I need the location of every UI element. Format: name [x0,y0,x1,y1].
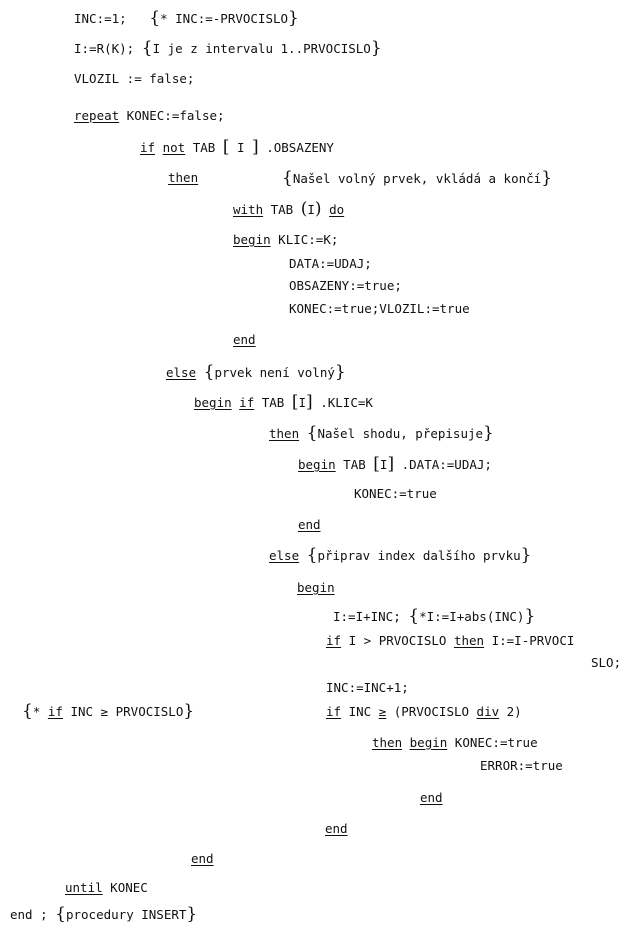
bracket-open: ( [300,199,308,219]
code-text: I [236,140,245,155]
code-text: .KLIC=K [312,395,373,410]
code-line-2 [74,40,382,57]
code-text: I > PRVOCISLO [341,633,454,648]
keyword-begin: begin [297,580,335,595]
code-text: TAB [254,395,292,410]
code-line-11 [289,301,470,317]
operator-ge: ≥ [378,704,387,719]
keyword-until: until [65,880,103,895]
bracket-open: [ [222,137,230,157]
code-text: KONEC:=true [354,486,437,501]
code-text: INC:=INC+1; [326,680,409,695]
code-text: I [307,202,315,217]
code-text: INC [341,704,379,719]
keyword-begin: begin [233,232,271,247]
brace-open: { [306,545,318,565]
code-line-20 [297,580,335,596]
code-line-12 [233,332,256,348]
code-text: SLO; [591,655,622,670]
code-line-13 [166,364,346,381]
keyword-div: div [476,704,500,719]
bracket-open: [ [291,392,299,412]
comment-text: INC ≥ PRVOCISLO [62,704,184,719]
code-text: KONEC:=false; [119,108,225,123]
keyword-do: do [329,202,345,217]
side-comment [22,703,194,720]
code-line-22 [326,633,574,649]
code-text: I [298,395,307,410]
bracket-close: ] [252,137,259,157]
brace-open: { [22,701,33,721]
brace-close: } [186,904,198,924]
code-line-4 [74,108,225,124]
code-comment-6 [282,170,552,187]
code-line-1 [74,10,299,27]
brace-open: { [203,362,215,382]
code-line-27 [420,790,443,806]
keyword-if: if [140,140,156,155]
code-line-29 [191,851,214,867]
code-line-10 [289,278,402,294]
code-line-23 [326,680,409,696]
code-line-30 [65,880,148,896]
code-text: ERROR:=true [480,758,563,773]
keyword-then: then [372,735,403,750]
keyword-repeat: repeat [74,108,120,123]
comment-text: Našel volný prvek, vkládá a končí [292,171,542,186]
brace-open: { [55,904,66,924]
code-line-26 [480,758,563,774]
keyword-with: with [233,202,264,217]
keyword-if: if [239,395,255,410]
code-text: (PRVOCISLO [386,704,477,719]
bracket-open: [ [373,454,380,474]
code-line-24 [326,704,522,720]
code-text: I:=I-PRVOCI [484,633,575,648]
brace-close: } [520,545,532,565]
code-text: KONEC:=true;VLOZIL:=true [289,301,470,316]
code-line-22-cont [591,655,621,671]
comment-text: *I:=I+abs(INC) [419,609,525,624]
keyword-end: end [233,332,256,347]
keyword-not: not [162,140,186,155]
code-text: KONEC [102,880,148,895]
brace-open: { [306,423,318,443]
bracket-close: ] [387,454,395,474]
brace-close: } [370,38,382,58]
code-text: KONEC:=true [447,735,538,750]
code-line-8 [233,232,338,248]
keyword-end: end [420,790,443,805]
code-text: DATA:=UDAJ; [289,256,372,271]
brace-open: { [141,38,153,58]
code-line-31 [10,906,197,923]
code-text: I:=I+INC; [333,609,401,624]
brace-close: } [483,423,494,443]
code-text: I:=R(K); [74,41,135,56]
code-text: TAB [335,457,374,472]
brace-open: { [408,606,420,626]
code-line-18 [298,517,321,533]
code-text: TAB [185,140,223,155]
code-line-15 [269,425,494,442]
comment-text: * INC:=-PRVOCISLO [160,11,289,26]
code-line-7 [233,201,344,218]
keyword-end: end [191,851,214,866]
comment-text: připrav index dalšího prvku [317,548,521,563]
keyword-if: if [326,633,342,648]
code-text: OBSAZENY:=true; [289,278,402,293]
brace-open: { [149,8,161,28]
comment-text: I je z intervalu 1..PRVOCISLO [152,41,371,56]
code-text: TAB [263,202,301,217]
keyword-if: if [47,704,63,719]
code-line-19 [269,547,532,564]
code-text: VLOZIL := false; [74,71,195,86]
comment-text: Našel shodu, přepisuje [317,426,484,441]
brace-close: } [288,8,299,28]
brace-close: } [334,362,346,382]
brace-open: { [282,168,293,188]
keyword-begin: begin [409,735,448,750]
code-text: .OBSAZENY [258,140,334,155]
comment-text: procedury INSERT [65,907,187,922]
keyword-end: end [325,821,348,836]
keyword-end: end [10,907,33,922]
keyword-else: else [269,548,300,563]
code-text: KLIC:=K; [270,232,339,247]
code-line-14 [194,394,373,411]
keyword-then: then [453,633,485,648]
code-line-6 [168,170,198,186]
code-line-9 [289,256,372,272]
code-text: .DATA:=UDAJ; [394,457,492,472]
code-line-3 [74,71,194,87]
code-line-17 [354,486,437,502]
code-text: 2) [499,704,522,719]
bracket-close: ) [314,199,322,219]
keyword-begin: begin [298,457,336,472]
keyword-else: else [166,365,197,380]
keyword-if: if [326,704,342,719]
code-text: ; [32,907,56,922]
keyword-then: then [168,170,199,185]
comment-text: * [32,704,48,719]
code-line-25 [372,735,538,751]
code-line-28 [325,821,348,837]
code-text: INC:=1; [74,11,127,26]
comment-text: prvek není volný [214,365,335,380]
brace-close: } [524,606,536,626]
keyword-begin: begin [194,395,232,410]
keyword-then: then [269,426,300,441]
brace-close: } [183,701,195,721]
bracket-close: ] [306,392,313,412]
code-line-21 [333,608,535,625]
keyword-end: end [298,517,321,532]
brace-close: } [541,168,553,188]
code-line-5 [140,139,334,156]
code-text: I [379,457,388,472]
code-line-16 [298,456,492,473]
